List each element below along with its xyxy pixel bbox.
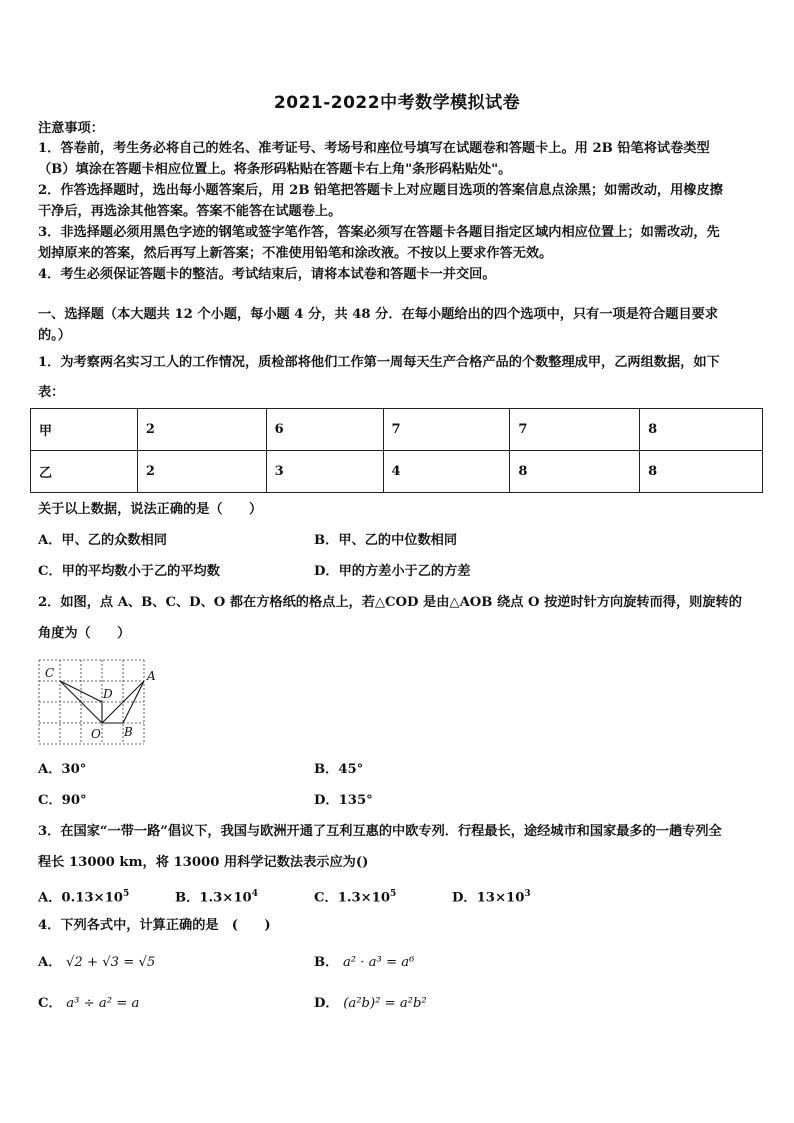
table-cell: 3 xyxy=(266,451,383,493)
option-label: C． xyxy=(38,996,62,1011)
notes-line: 2．作答选择题时，选出每小题答案后，用 2B 铅笔把答题卡上对应题目选项的答案信息点涂黑；如需改动，用橡皮擦 xyxy=(38,183,723,198)
label-o: O xyxy=(91,727,101,741)
formula-b: a² · a³ = a⁶ xyxy=(342,955,415,970)
label-c: C xyxy=(45,666,55,680)
option-exponent: 5 xyxy=(390,889,397,899)
q2-option-b[interactable]: B．45° xyxy=(314,762,364,777)
q2-stem-cont: 角度为（ ） xyxy=(38,626,131,641)
table-cell: 7 xyxy=(383,409,510,451)
option-base: 1.3×10 xyxy=(337,890,391,906)
option-exponent: 4 xyxy=(251,889,258,899)
label-a: A xyxy=(147,669,156,683)
label-b: B xyxy=(124,725,133,739)
option-label: D． xyxy=(314,996,339,1011)
formula-d: (a²b)² = a²b² xyxy=(343,996,427,1011)
table-cell: 4 xyxy=(383,451,510,493)
option-label: D． xyxy=(452,890,477,906)
notes-line: 3．非选择题必须用黑色字迹的钢笔或签字笔作答，答案必须写在答题卡各题目指定区域内相应位置上；如需改动，先 xyxy=(38,225,720,240)
q1-question: 关于以上数据，说法正确的是（ ） xyxy=(38,502,263,517)
q1-option-c[interactable]: C．甲的平均数小于乙的平均数 xyxy=(38,564,220,579)
q4-option-d[interactable] xyxy=(314,996,427,1012)
section-heading-cont: 的。） xyxy=(38,328,71,343)
option-label: C． xyxy=(314,890,338,906)
q2-stem: 2．如图，点 A、B、C、D、O 都在方格纸的格点上，若△COD 是由△AOB 绕点 O 按逆时针方向旋转而得，则旋转的 xyxy=(38,595,742,610)
notes-heading: 注意事项： xyxy=(38,121,104,136)
notes-line: 干净后，再选涂其他答案。答案不能答在试题卷上。 xyxy=(38,204,342,219)
q1-option-a[interactable]: A．甲、乙的众数相同 xyxy=(38,533,167,548)
table-cell: 8 xyxy=(640,409,763,451)
q3-stem: 3．在国家“一带一路”倡议下，我国与欧洲开通了互利互惠的中欧专列．行程最长，途经城市和国家最多的一趟专列全 xyxy=(38,824,722,839)
q3-option-c[interactable] xyxy=(314,886,396,906)
option-exponent: 5 xyxy=(122,889,130,899)
q3-option-d[interactable] xyxy=(452,886,531,906)
table-cell: 8 xyxy=(510,451,640,493)
option-base: 0.13×10 xyxy=(61,890,123,906)
q3-option-a[interactable] xyxy=(38,886,129,906)
q2-option-a[interactable]: A．30° xyxy=(38,762,87,777)
label-d: D xyxy=(103,687,113,701)
exam-title: 2021-2022中考数学模拟试卷 xyxy=(273,93,521,113)
table-cell: 8 xyxy=(640,451,763,493)
option-label: B． xyxy=(314,955,339,970)
table-cell: 2 xyxy=(137,409,266,451)
q3-stem-cont: 程长 13000 km，将 13000 用科学记数法表示应为() xyxy=(38,855,369,870)
table-cell: 乙 xyxy=(31,451,138,493)
q3-option-b[interactable] xyxy=(175,886,258,906)
option-base: 13×10 xyxy=(476,890,525,906)
q1-data-table xyxy=(30,408,763,493)
table-row xyxy=(31,451,763,493)
q2-option-d[interactable]: D．135° xyxy=(314,793,373,808)
q1-stem: 1．为考察两名实习工人的工作情况，质检部将他们工作第一周每天生产合格产品的个数整理成甲，乙两组数据，如下 xyxy=(38,355,720,370)
table-cell: 7 xyxy=(510,409,640,451)
option-base: 1.3×10 xyxy=(199,890,252,906)
q2-grid-figure xyxy=(36,656,156,748)
q1-stem-cont: 表： xyxy=(38,385,65,400)
table-cell: 2 xyxy=(137,451,266,493)
formula-a: √2 + √3 = √5 xyxy=(66,955,156,970)
option-label: B． xyxy=(175,890,200,906)
table-cell: 6 xyxy=(266,409,383,451)
table-cell: 甲 xyxy=(31,409,138,451)
q1-option-d[interactable]: D．甲的方差小于乙的方差 xyxy=(314,564,471,579)
section-heading: 一、选择题（本大题共 12 个小题，每小题 4 分，共 48 分．在每小题给出的四个选项中，只有一项是符合题目要求 xyxy=(38,307,719,322)
q2-option-c[interactable]: C．90° xyxy=(38,793,87,808)
option-exponent: 3 xyxy=(524,889,531,899)
notes-line: 划掉原来的答案，然后再写上新答案；不准使用铅笔和涂改液。不按以上要求作答无效。 xyxy=(38,246,553,261)
formula-c: a³ ÷ a² = a xyxy=(66,996,140,1011)
option-label: A． xyxy=(38,955,62,970)
notes-line: 1．答卷前，考生务必将自己的姓名、准考证号、考场号和座位号填写在试题卷和答题卡上。用 2B 铅笔将试卷类型 xyxy=(38,141,710,156)
q4-option-b[interactable] xyxy=(314,955,414,971)
q4-stem: 4．下列各式中，计算正确的是 ( ) xyxy=(38,918,271,933)
notes-line: 4．考生必须保证答题卡的整洁。考试结束后，请将本试卷和答题卡一并交回。 xyxy=(38,267,496,282)
option-label: A． xyxy=(38,890,62,906)
table-row xyxy=(31,409,763,451)
q4-option-c[interactable] xyxy=(38,996,139,1012)
notes-line: （B）填涂在答题卡相应位置上。将条形码粘贴在答题卡右上角"条形码粘贴处"。 xyxy=(38,162,512,177)
q1-option-b[interactable]: B．甲、乙的中位数相同 xyxy=(314,533,458,548)
q4-option-a[interactable] xyxy=(38,955,155,971)
